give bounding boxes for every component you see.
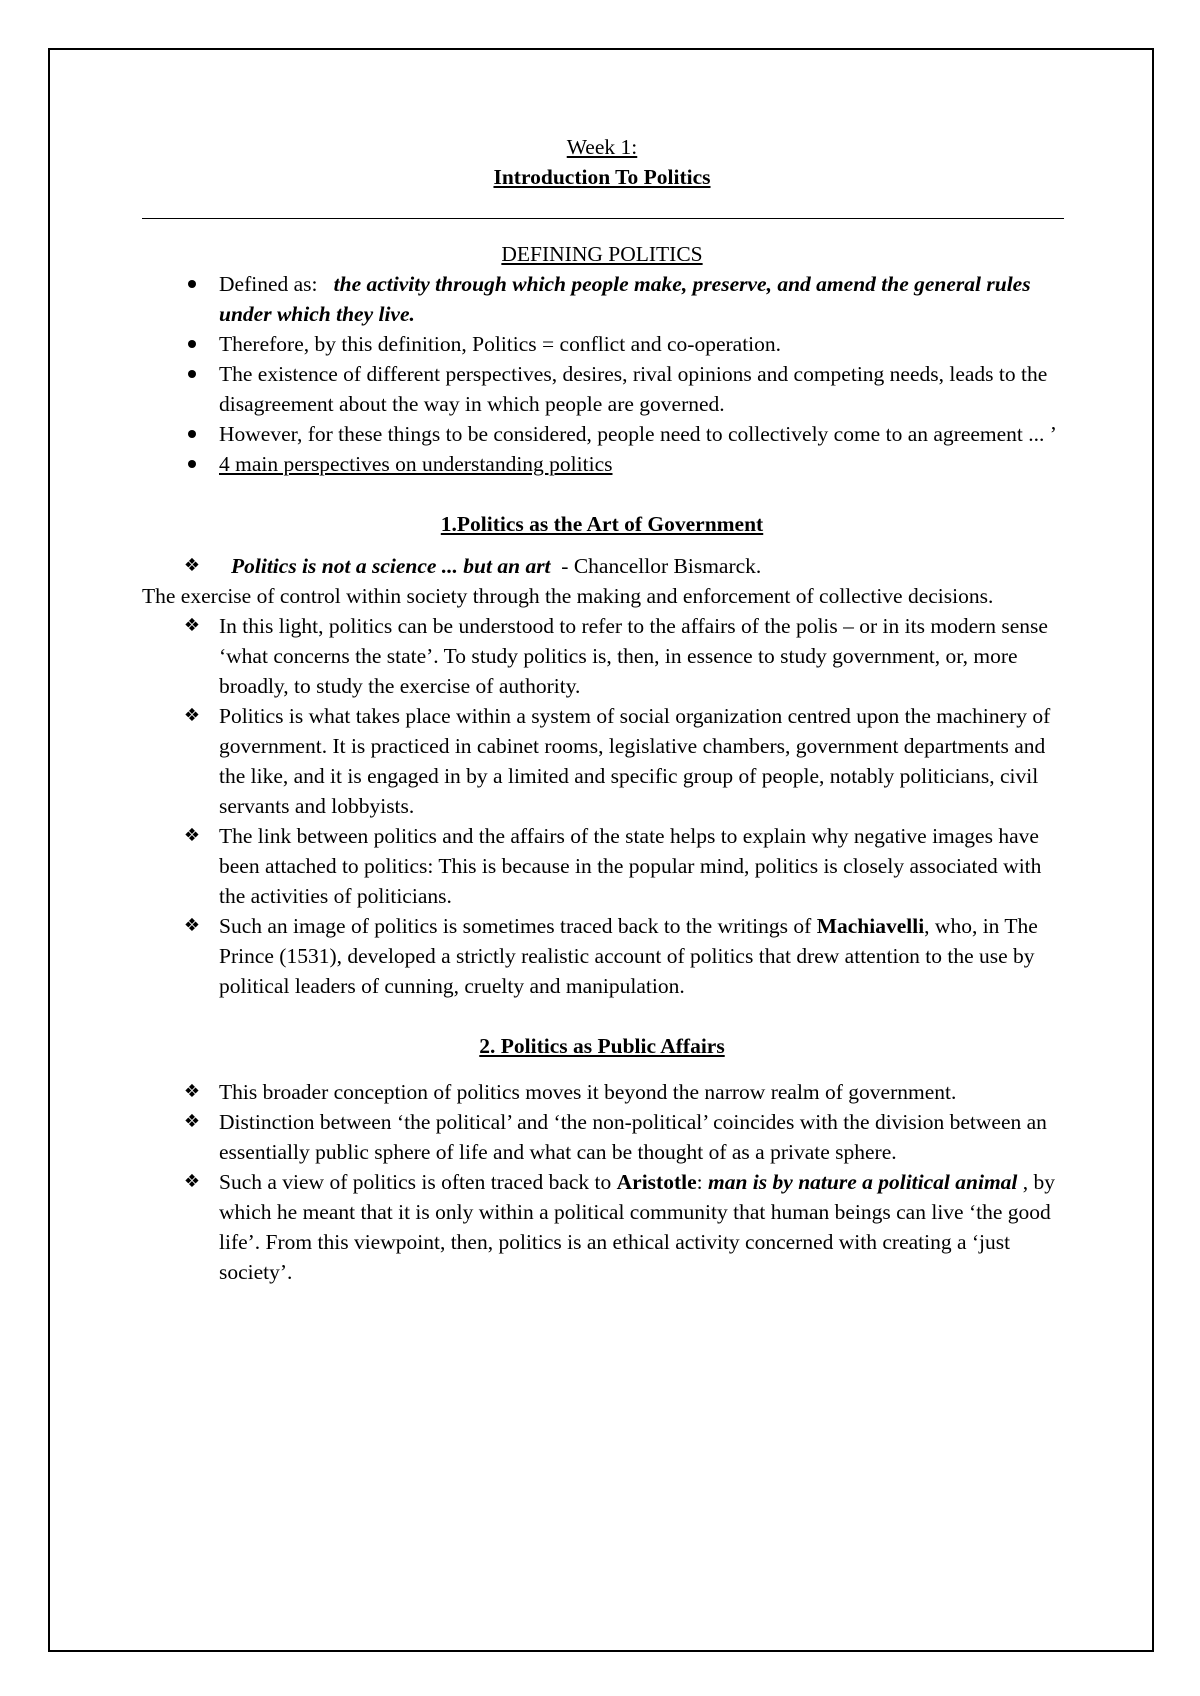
defining-heading: DEFINING POLITICS bbox=[501, 242, 703, 266]
list-item-text: Such a view of politics is often traced back to bbox=[219, 1170, 617, 1194]
section2-list bbox=[142, 1077, 1062, 1287]
defining-list bbox=[142, 269, 1062, 479]
section1-paragraph: The exercise of control within society through the making and enforcement of collective decisions. bbox=[142, 584, 994, 608]
bullet-icon bbox=[182, 329, 202, 359]
list-item-text: The existence of different perspectives, desires, rival opinions and competing needs, leads to the disagreement about the way in which people are governed. bbox=[219, 362, 1048, 416]
section1-heading: 1.Politics as the Art of Government bbox=[440, 512, 764, 536]
definition-text: the activity through which people make, preserve, and amend the general rules under which they live. bbox=[219, 272, 1031, 326]
four-diamond-icon: ❖ bbox=[183, 555, 201, 576]
list-item bbox=[142, 1107, 1062, 1167]
list-item-text: Politics is what takes place within a system of social organization centred upon the machinery of government. It is practiced in cabinet rooms, legislative chambers, government departments and the like, and it is engaged in by a limited and specific group of people, notably politicians, civil servants and lobbyists. bbox=[219, 704, 1051, 818]
aristotle-quote: man is by nature a political animal bbox=[708, 1170, 1018, 1194]
list-item bbox=[142, 551, 1062, 581]
list-item bbox=[142, 359, 1062, 419]
bullet-icon bbox=[182, 449, 202, 479]
machiavelli-name: Machiavelli bbox=[816, 914, 925, 938]
four-diamond-icon: ❖ bbox=[183, 915, 201, 936]
section1-list bbox=[142, 611, 1062, 1001]
list-item bbox=[142, 1077, 1062, 1107]
list-item-text: Such an image of politics is sometimes traced back to the writings of bbox=[219, 914, 817, 938]
list-item-text: Therefore, by this definition, Politics = conflict and co-operation. bbox=[219, 332, 782, 356]
list-item-text: , who, in The Prince (1531), developed a strictly realistic account of politics that drew attention to the use by political leaders of cunning, cruelty and manipulation. bbox=[219, 914, 1038, 998]
list-item bbox=[142, 269, 1062, 329]
list-item-text: The link between politics and the affairs of the state helps to explain why negative images have been attached to politics: This is because in the popular mind, politics is closely associated with the activities of politicians. bbox=[219, 824, 1042, 908]
list-item bbox=[142, 611, 1062, 701]
section1-quote-list bbox=[142, 551, 1062, 581]
aristotle-name: Aristotle bbox=[616, 1170, 697, 1194]
four-diamond-icon: ❖ bbox=[183, 1081, 201, 1102]
list-item-text: Distinction between ‘the political’ and ‘the non-political’ coincides with the division between an essentially public sphere of life and what can be thought of as a private sphere. bbox=[219, 1110, 1047, 1164]
four-diamond-icon: ❖ bbox=[183, 825, 201, 846]
four-diamond-icon: ❖ bbox=[183, 1171, 201, 1192]
title-divider bbox=[142, 218, 1064, 219]
list-item bbox=[142, 821, 1062, 911]
four-diamond-icon: ❖ bbox=[183, 1111, 201, 1132]
list-item bbox=[142, 419, 1062, 449]
definition-lead: Defined as: bbox=[219, 272, 318, 296]
week-label: Week 1: bbox=[566, 135, 638, 159]
list-item bbox=[142, 701, 1062, 821]
list-item-text: In this light, politics can be understood to refer to the affairs of the polis – or in its modern sense ‘what concerns the state’. To study politics is, then, in essence to study government, or, more broadly, to study the exercise of authority. bbox=[219, 614, 1048, 698]
list-item-text: This broader conception of politics moves it beyond the narrow realm of government. bbox=[219, 1080, 957, 1104]
list-item-text: 4 main perspectives on understanding politics bbox=[219, 452, 613, 476]
document-body bbox=[142, 132, 1062, 1287]
list-item-text: However, for these things to be considered, people need to collectively come to an agreement ... ’ bbox=[219, 422, 1057, 446]
list-item bbox=[142, 1167, 1062, 1287]
bismarck-quote: Politics is not a science ... but an art bbox=[231, 554, 551, 578]
bullet-icon bbox=[182, 419, 202, 449]
bullet-icon bbox=[182, 359, 202, 389]
quote-attribution: - Chancellor Bismarck. bbox=[555, 554, 762, 578]
list-item bbox=[142, 329, 1062, 359]
list-item-text: , by which he meant that it is only within a political community that human beings can live ‘the good life’. From this viewpoint, then, politics is an ethical activity concerned with creating a ‘just society’. bbox=[219, 1170, 1056, 1284]
four-diamond-icon: ❖ bbox=[183, 615, 201, 636]
document-title: Introduction To Politics bbox=[493, 165, 711, 189]
bullet-icon bbox=[182, 269, 202, 299]
four-diamond-icon: ❖ bbox=[183, 705, 201, 726]
list-item bbox=[142, 911, 1062, 1001]
section2-heading: 2. Politics as Public Affairs bbox=[479, 1034, 725, 1058]
list-item-text: : bbox=[696, 1170, 708, 1194]
list-item bbox=[142, 449, 1062, 479]
